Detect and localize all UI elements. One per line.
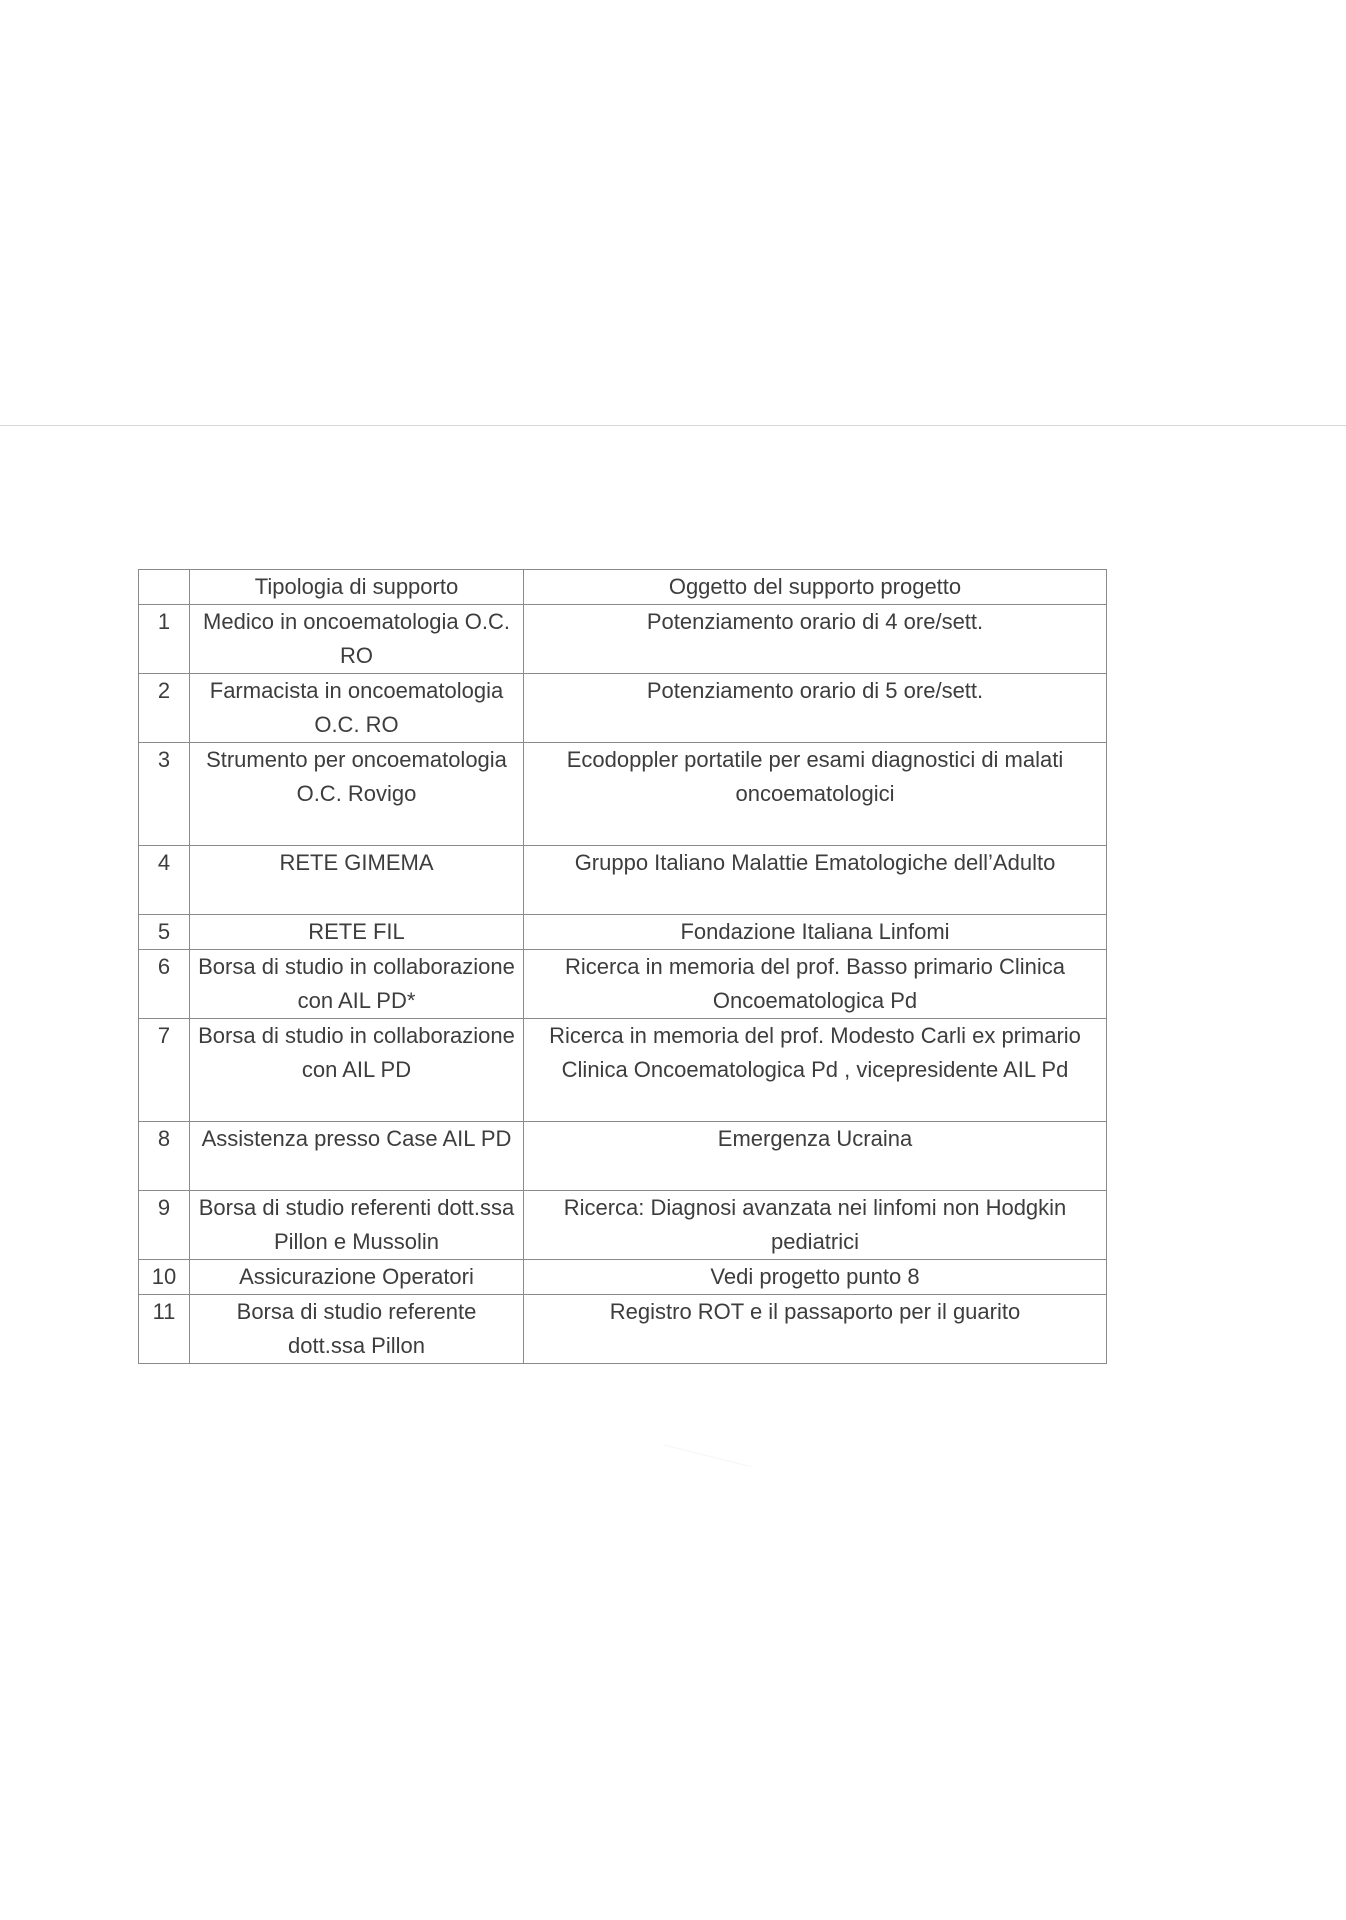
table-row	[139, 1191, 1107, 1260]
table-row	[139, 1122, 1107, 1191]
table-row	[139, 915, 1107, 950]
row-number: 2	[139, 674, 190, 743]
support-table	[138, 569, 1107, 1364]
table-header-row	[139, 570, 1107, 605]
table-row	[139, 605, 1107, 674]
table-row	[139, 674, 1107, 743]
row-support-object: Ricerca in memoria del prof. Basso primario Clinica Oncoematologica Pd	[524, 950, 1107, 1019]
table-row	[139, 743, 1107, 846]
row-number: 5	[139, 915, 190, 950]
table-row	[139, 1295, 1107, 1364]
table-row	[139, 846, 1107, 915]
row-support-object: Potenziamento orario di 5 ore/sett.	[524, 674, 1107, 743]
row-number: 10	[139, 1260, 190, 1295]
header-support-object: Oggetto del supporto progetto	[524, 570, 1107, 605]
row-support-type: Assistenza presso Case AIL PD	[190, 1122, 524, 1191]
row-support-type: RETE FIL	[190, 915, 524, 950]
row-support-type: Borsa di studio referenti dott.ssa Pillon e Mussolin	[190, 1191, 524, 1260]
row-number: 6	[139, 950, 190, 1019]
row-number: 3	[139, 743, 190, 846]
header-support-type: Tipologia di supporto	[190, 570, 524, 605]
row-number: 9	[139, 1191, 190, 1260]
row-support-object: Potenziamento orario di 4 ore/sett.	[524, 605, 1107, 674]
row-support-object: Fondazione Italiana Linfomi	[524, 915, 1107, 950]
row-number: 4	[139, 846, 190, 915]
row-number: 11	[139, 1295, 190, 1364]
row-support-type: Strumento per oncoematologia O.C. Rovigo	[190, 743, 524, 846]
row-number: 8	[139, 1122, 190, 1191]
row-support-type: Borsa di studio in collaborazione con AIL PD	[190, 1019, 524, 1122]
row-support-object: Gruppo Italiano Malattie Ematologiche dell’Adulto	[524, 846, 1107, 915]
row-support-type: Farmacista in oncoematologia O.C. RO	[190, 674, 524, 743]
table-row	[139, 950, 1107, 1019]
scan-smudge	[659, 1444, 751, 1484]
row-support-type: Medico in oncoematologia O.C. RO	[190, 605, 524, 674]
table-row	[139, 1019, 1107, 1122]
scan-divider-line	[0, 425, 1346, 426]
row-support-object: Registro ROT e il passaporto per il guarito	[524, 1295, 1107, 1364]
row-support-type: Borsa di studio referente dott.ssa Pillon	[190, 1295, 524, 1364]
table-row	[139, 1260, 1107, 1295]
row-support-type: RETE GIMEMA	[190, 846, 524, 915]
header-number	[139, 570, 190, 605]
row-support-type: Assicurazione Operatori	[190, 1260, 524, 1295]
row-number: 7	[139, 1019, 190, 1122]
row-support-object: Ecodoppler portatile per esami diagnostici di malati oncoematologici	[524, 743, 1107, 846]
row-support-object: Vedi progetto punto 8	[524, 1260, 1107, 1295]
row-number: 1	[139, 605, 190, 674]
row-support-object: Emergenza Ucraina	[524, 1122, 1107, 1191]
row-support-object: Ricerca: Diagnosi avanzata nei linfomi non Hodgkin pediatrici	[524, 1191, 1107, 1260]
row-support-type: Borsa di studio in collaborazione con AIL PD*	[190, 950, 524, 1019]
row-support-object: Ricerca in memoria del prof. Modesto Carli ex primario Clinica Oncoematologica Pd , vicepresidente AIL Pd	[524, 1019, 1107, 1122]
